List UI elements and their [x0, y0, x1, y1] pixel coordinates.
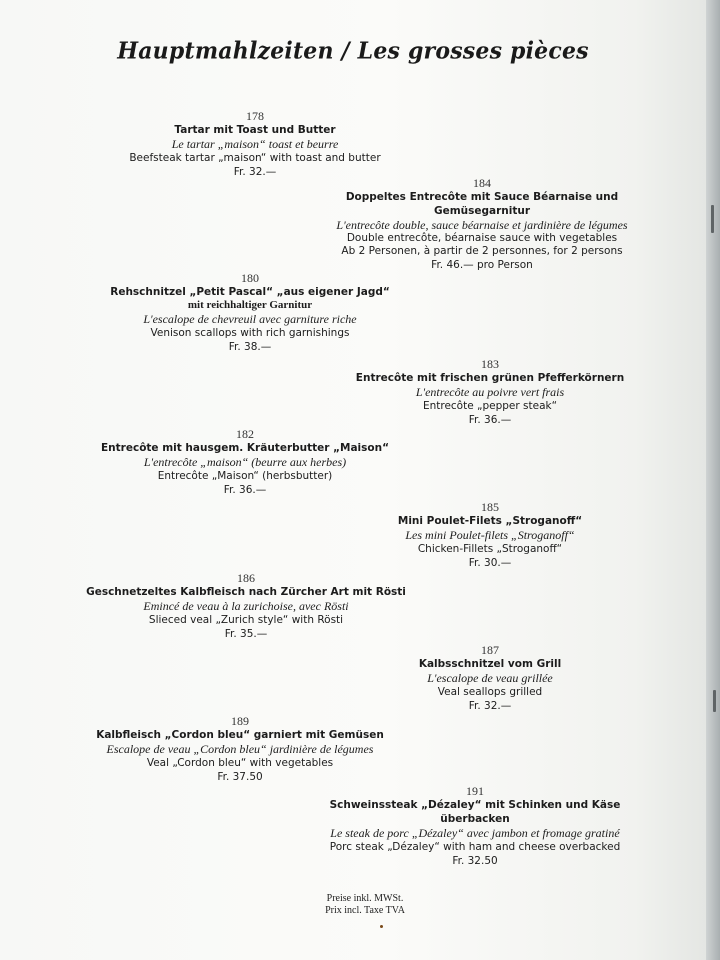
dish-name-english: Entrecôte „Maison“ (herbsbutter) — [157, 470, 333, 482]
dish-name-english: Double entrecôte, béarnaise sauce with vegetables — [346, 232, 618, 244]
dish-name-german: Geschnetzeltes Kalbfleisch nach Zürcher Art mit Rösti — [86, 586, 406, 598]
dish-184 — [300, 177, 664, 272]
ink-speck — [380, 925, 383, 928]
dish-name-english: Beefsteak tartar „maison“ with toast and butter — [129, 152, 381, 164]
dish-187 — [380, 644, 600, 713]
dish-name-french: L'entrecôte „maison“ (beurre aux herbes) — [143, 455, 347, 469]
dish-name-german: Entrecôte mit frischen grünen Pfefferkörnern — [355, 372, 625, 384]
dish-186 — [58, 572, 434, 641]
dish-name-french: L'entrecôte au poivre vert frais — [415, 385, 565, 399]
dish-number: 180 — [241, 271, 259, 285]
dish-number: 185 — [481, 500, 499, 514]
dish-number: 183 — [481, 357, 499, 371]
dish-name-english: Porc steak „Dézaley“ with ham and cheese overbacked — [329, 841, 621, 853]
dish-number: 184 — [473, 176, 491, 190]
edge-mark — [711, 205, 714, 233]
dish-name-german: Tartar mit Toast und Butter — [174, 124, 336, 136]
dish-name-french: L'escalope de veau grillée — [427, 671, 553, 685]
dish-price: Fr. 37.50 — [217, 771, 263, 783]
dish-name-english: Chicken-Fillets „Stroganoff“ — [417, 543, 563, 555]
dish-price: Fr. 36.— — [468, 414, 512, 426]
dish-price: Fr. 30.— — [468, 557, 512, 569]
dish-name-french: Emincé de veau à la zurichoise, avec Rösti — [143, 599, 349, 613]
dish-name-german: Doppeltes Entrecôte mit Sauce Béarnaise und — [345, 191, 619, 203]
dish-name-german: Schweinssteak „Dézaley“ mit Schinken und Käse — [329, 799, 621, 811]
dish-price: Fr. 32.50 — [452, 855, 498, 867]
dish-name-french: L'entrecôte double, sauce béarnaise et jardinière de légumes — [336, 218, 628, 232]
dish-price: Fr. 36.— — [223, 484, 267, 496]
dish-name-english: Veal „Cordon bleu“ with vegetables — [146, 757, 334, 769]
dish-price: Fr. 32.— — [233, 166, 277, 178]
dish-name-english: Veal seallops grilled — [437, 686, 543, 698]
dish-number: 178 — [246, 109, 264, 123]
dish-name-english: Slieced veal „Zurich style“ with Rösti — [148, 614, 344, 626]
tax-note — [300, 893, 430, 917]
dish-189 — [60, 715, 420, 784]
dish-183 — [330, 358, 650, 427]
dish-name-english: Entrecôte „pepper steak“ — [422, 400, 558, 412]
dish-name-french: Le steak de porc „Dézaley“ avec jambon et fromage gratiné — [330, 826, 620, 840]
dish-number: 182 — [236, 427, 254, 441]
dish-price: Fr. 46.— pro Person — [431, 259, 533, 271]
edge-mark — [713, 690, 716, 712]
dish-name-english: Venison scallops with rich garnishings — [150, 327, 350, 339]
dish-name-german: Mini Poulet-Filets „Stroganoff“ — [397, 515, 583, 527]
dish-name-french: Les mini Poulet-filets „Stroganoff“ — [405, 528, 575, 542]
next-page-edge — [706, 0, 720, 960]
dish-number: 189 — [231, 714, 249, 728]
tax-note-french: Prix incl. Taxe TVA — [325, 905, 405, 916]
dish-name-french: L'escalope de chevreuil avec garniture riche — [143, 312, 357, 326]
dish-number: 186 — [237, 571, 255, 585]
dish-178 — [110, 110, 400, 179]
dish-name-german: Entrecôte mit hausgem. Kräuterbutter „Maison“ — [101, 442, 389, 454]
dish-name-french: Le tartar „maison“ toast et beurre — [171, 137, 339, 151]
tax-note-german: Preise inkl. MWSt. — [326, 893, 404, 904]
dish-number: 187 — [481, 643, 499, 657]
dish-price: Fr. 35.— — [224, 628, 268, 640]
dish-subname: mit reichhaltiger Garnitur — [187, 299, 313, 311]
dish-name-german: Kalbfleisch „Cordon bleu“ garniert mit Gemüsen — [96, 729, 384, 741]
dish-191 — [290, 785, 660, 868]
dish-name-german-cont: Gemüsegarnitur — [433, 205, 531, 217]
dish-price: Fr. 32.— — [468, 700, 512, 712]
dish-name-german: Rehschnitzel „Petit Pascal“ „aus eigener Jagd“ — [110, 286, 390, 298]
dish-180 — [90, 272, 410, 354]
dish-185 — [360, 501, 620, 570]
dish-price: Fr. 38.— — [228, 341, 272, 353]
dish-note: Ab 2 Personen, à partir de 2 personnes, for 2 persons — [341, 245, 623, 257]
dish-name-german-cont: überbacken — [440, 813, 510, 825]
dish-name-german: Kalbsschnitzel vom Grill — [418, 658, 562, 670]
dish-name-french: Escalope de veau „Cordon bleu“ jardinière de légumes — [106, 742, 374, 756]
dish-182 — [80, 428, 410, 497]
page-title: Hauptmahlzeiten / Les grosses pièces — [117, 36, 589, 66]
dish-number: 191 — [466, 784, 484, 798]
